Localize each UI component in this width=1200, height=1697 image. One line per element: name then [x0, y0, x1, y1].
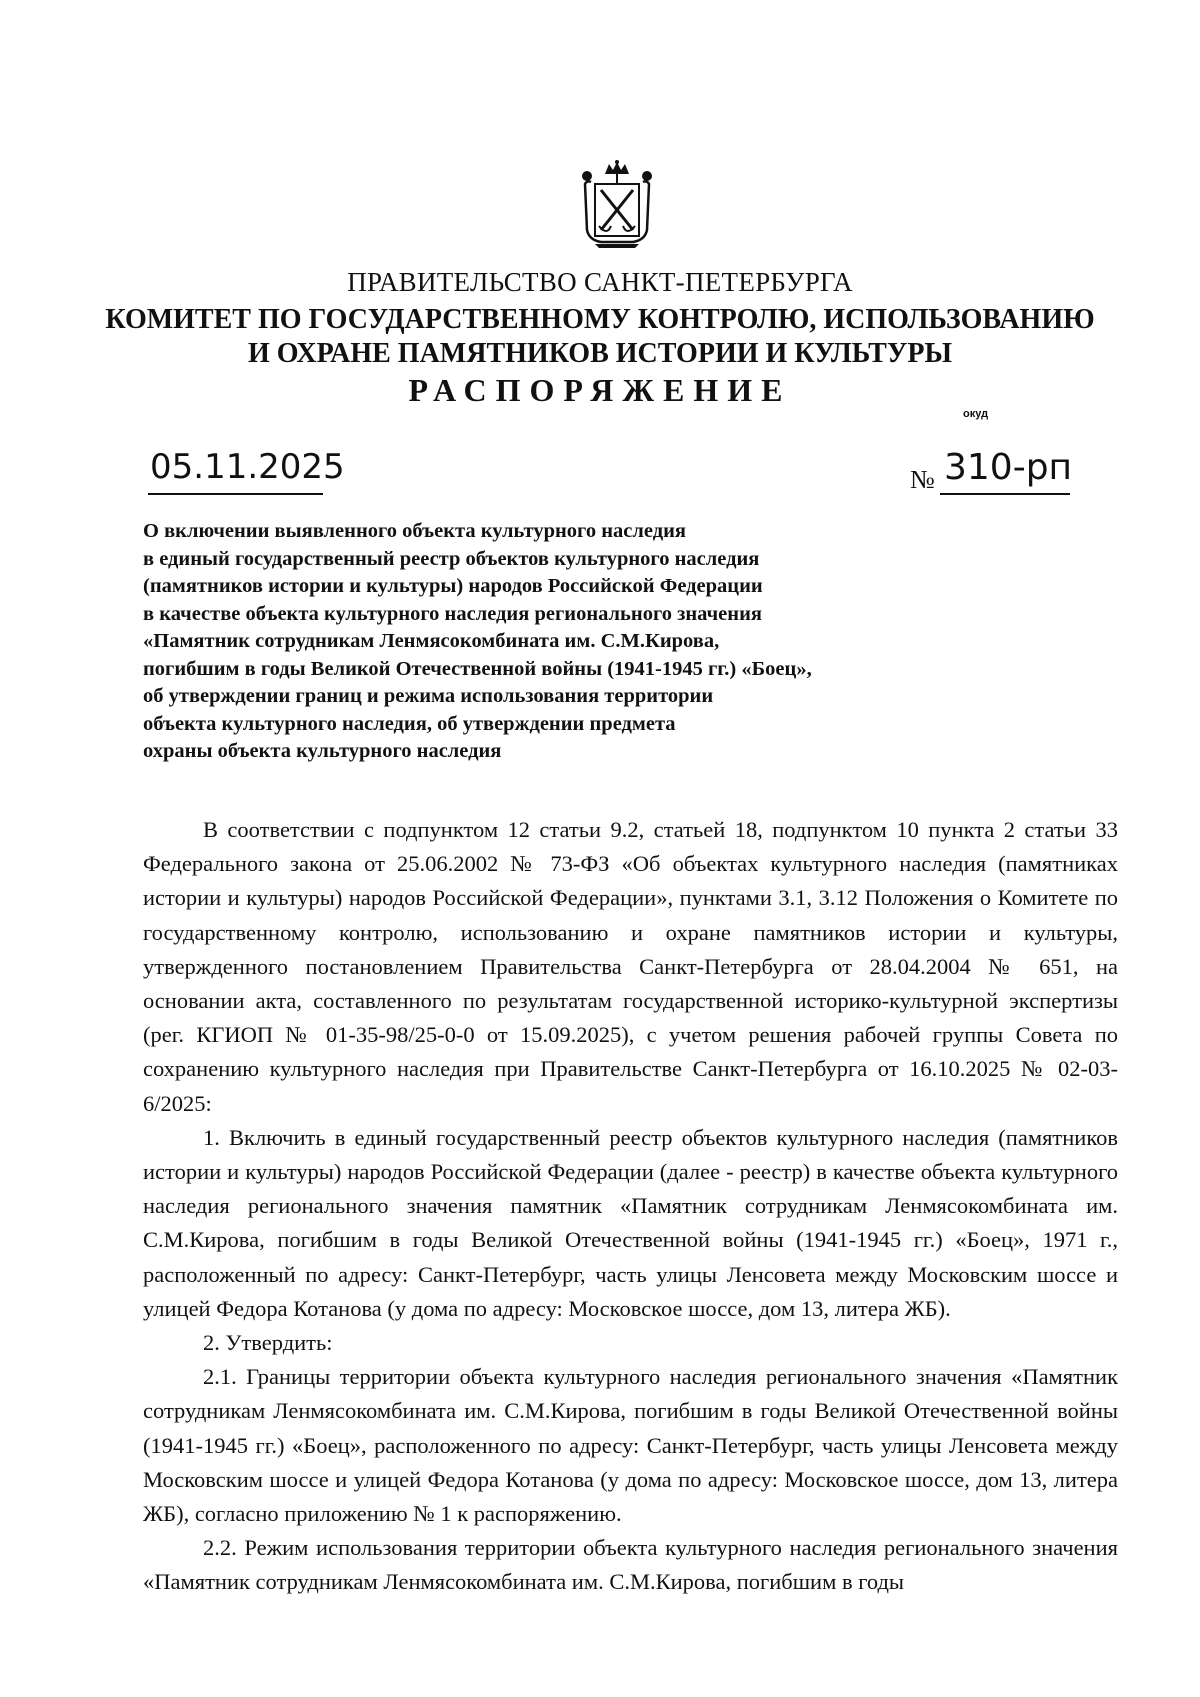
subject-line: в единый государственный реестр объектов культурного наследия — [143, 547, 760, 570]
body-paragraph-item-2-2: 2.2. Режим использования территории объекта культурного наследия регионального значения «Памятник сотрудникам Ленмясокомбината им. С.М.Кирова, погибшим в годы — [143, 1535, 1118, 1595]
document-body — [143, 813, 1118, 1600]
subject-line: (памятников истории и культуры) народов Российской Федерации — [143, 575, 763, 597]
subject-line: охраны объекта культурного наследия — [143, 740, 502, 762]
body-paragraph-preamble: В соответствии с подпунктом 12 статьи 9.2, статьей 18, подпунктом 10 пункта 2 статьи 33 Федерального закона от 25.06.2002 № 73-ФЗ «Об объектах культурного наследия (памятниках истории и культуры) народов Российской Федерации», пунктами 3.1, 3.12 Положения о Комитете по государственному контролю, использованию и охране памятников истории и культуры, утвержденного постановлением Правительства Санкт-Петербурга от 28.04.2004 № 651, на основании акта, составленного по результатам государственной историко-культурной экспертизы (рег. КГИОП № 01-35-98/25-0-0 от 15.09.2025), с учетом решения рабочей группы Совета по сохранению культурного наследия при Правительстве Санкт-Петербурга от 16.10.2025 № 02-03-6/2025: — [143, 817, 1118, 1116]
committee-name-line-1: КОМИТЕТ ПО ГОСУДАРСТВЕННОМУ КОНТРОЛЮ, ИСПОЛЬЗОВАНИЮ — [105, 304, 1095, 335]
committee-name — [0, 303, 1200, 371]
body-paragraph-item-2: 2. Утвердить: — [203, 1330, 333, 1356]
subject-line: погибшим в годы Великой Отечественной войны (1941-1945 гг.) «Боец», — [143, 657, 812, 680]
subject-line: об утверждении границ и режима использования территории — [143, 685, 714, 707]
government-title: ПРАВИТЕЛЬСТВО САНКТ-ПЕТЕРБУРГА — [347, 267, 853, 297]
subject-line: в качестве объекта культурного наследия регионального значения — [143, 602, 762, 625]
subject-line: О включении выявленного объекта культурного наследия — [143, 520, 686, 542]
document-number: 310-рп — [944, 447, 1073, 488]
body-paragraph-item-2-1: 2.1. Границы территории объекта культурного наследия регионального значения «Памятник сотрудникам Ленмясокомбината им. С.М.Кирова, погибшим в годы Великой Отечественной войны (1941-1945 гг.) «Боец», расположенного по адресу: Санкт-Петербург, часть улицы Ленсовета между Московским шоссе и улицей Федора Котанова (у дома по адресу: Московское шоссе, дом 13, литера ЖБ), согласно приложению № 1 к распоряжению. — [143, 1364, 1118, 1527]
date-underline — [148, 493, 323, 495]
st-petersburg-coat-of-arms-icon — [577, 160, 657, 250]
document-date: 05.11.2025 — [150, 447, 345, 487]
body-paragraph-item-1: 1. Включить в единый государственный реестр объектов культурного наследия (памятников истории и культуры) народов Российской Федерации (далее - реестр) в качестве объекта культурного наследия регионального значения памятник «Памятник сотрудникам Ленмясокомбината им. С.М.Кирова, погибшим в годы Великой Отечественной войны (1941-1945 гг.) «Боец», 1971 г., расположенный по адресу: Санкт-Петербург, часть улицы Ленсовета между Московским шоссе и улицей Федора Котанова (у дома по адресу: Московское шоссе, дом 13, литера ЖБ). — [143, 1124, 1118, 1321]
committee-name-line-2: И ОХРАНЕ ПАМЯТНИКОВ ИСТОРИИ И КУЛЬТУРЫ — [248, 338, 952, 369]
okud-label: окуд — [963, 408, 989, 420]
document-subject — [143, 518, 1043, 766]
document-type-title: РАСПОРЯЖЕНИЕ — [408, 372, 792, 408]
number-underline — [940, 493, 1070, 495]
subject-line: «Памятник сотрудникам Ленмясокомбината им. С.М.Кирова, — [143, 630, 720, 652]
subject-line: объекта культурного наследия, об утверждении предмета — [143, 712, 676, 735]
number-label: № — [910, 465, 935, 494]
